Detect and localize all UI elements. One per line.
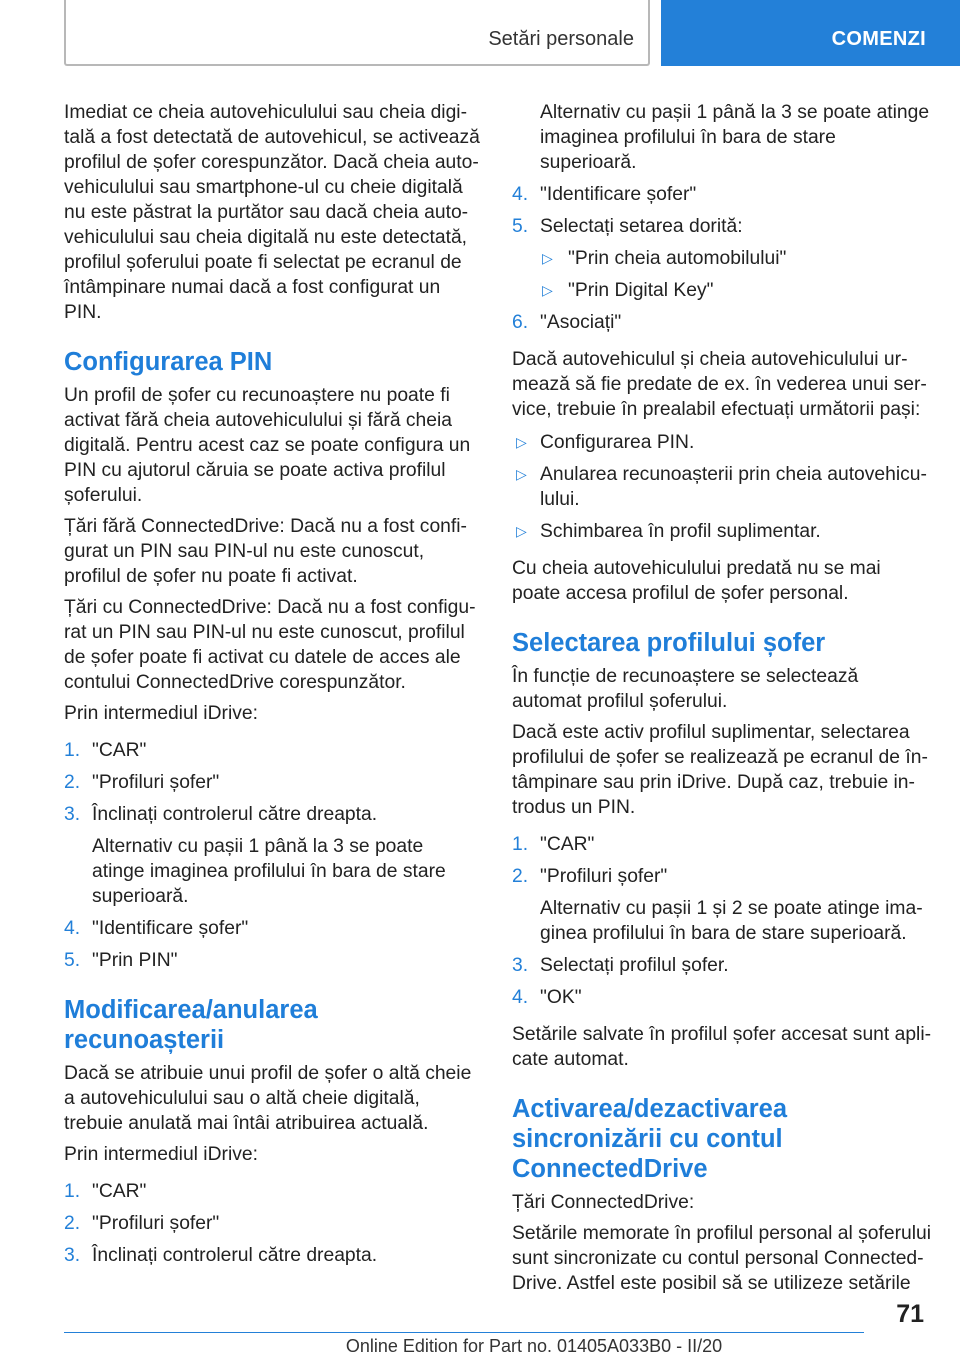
sub-list-item (540, 246, 932, 271)
step-text: "CAR" (92, 1181, 147, 1202)
paragraph: Setările memorate în profilul personal al șoferului sunt sincronizate cu contul personal ConnectedDrive. Astfel este posibil să se utilizeze setările (512, 1223, 932, 1294)
list-item (512, 832, 932, 857)
intro-paragraph: Imediat ce cheia autovehiculului sau cheia digitală a fost detectată de autovehicul, se activează profilul de șofer corespunzător. Dacă cheia autovehiculului sau smartphone-ul cu cheie digitală nu este păstrat la purtător sau dacă cheia autovehiculului sau cheia digitală nu este detectată, profilul șoferului poate fi selectat pe ecranul de întâmpinare numai dacă a fost configurat un PIN. (64, 102, 480, 323)
step-text: Înclinați controlerul către dreapta. (92, 1245, 378, 1266)
list-item (512, 985, 932, 1010)
paragraph: Dacă se atribuie unui profil de șofer o altă cheie a autovehiculului sau o altă cheie digitală, trebuie anulată mai întâi atribuirea actuală. (64, 1063, 472, 1134)
paragraph: Setările salvate în profilul șofer accesat sunt aplicate automat. (512, 1024, 932, 1070)
list-item (512, 864, 932, 889)
list-item (64, 916, 480, 941)
right-column (512, 100, 932, 1308)
step-number: 3. (64, 804, 81, 825)
paragraph: Un profil de șofer cu recunoaștere nu poate fi activat fără cheia autovehiculului și fără cheia digitală. Pentru acest caz se poate configura un PIN cu ajutorul căruia se poate activa profilul șoferului. (64, 385, 471, 506)
step-text: "Identificare șofer" (540, 184, 697, 205)
step-number: 2. (64, 772, 81, 793)
step-text: "Profiluri șofer" (92, 1213, 220, 1234)
bullet-text: Anularea recunoașterii prin cheia autovehiculului. (540, 464, 927, 510)
step-note: Alternativ cu pașii 1 până la 3 se poate atinge imaginea profilului în bara de stare superioară. (540, 102, 930, 173)
footer-divider (64, 1332, 864, 1333)
mod-steps-continued (512, 100, 932, 335)
sub-item-text: "Prin cheia automobilului" (568, 248, 787, 269)
paragraph: Țări ConnectedDrive: (512, 1192, 695, 1213)
step-number: 1. (512, 834, 529, 855)
bullet-text: Schimbarea în profil suplimentar. (540, 521, 821, 542)
list-item (64, 802, 480, 827)
list-item (512, 953, 932, 978)
sel-steps (512, 832, 932, 1010)
chapter-tab: COMENZI (661, 0, 960, 66)
triangle-bullet-icon: ▷ (542, 282, 553, 298)
sub-item-text: "Prin Digital Key" (568, 280, 714, 301)
step-note: Alternativ cu pașii 1 și 2 se poate atinge imaginea profilului în bara de stare superioară. (540, 898, 923, 944)
list-item (512, 430, 932, 455)
step-number: 4. (512, 184, 529, 205)
step-text: "Profiluri șofer" (92, 772, 220, 793)
step-number: 1. (64, 740, 81, 761)
paragraph: În funcție de recunoaștere se selectează automat profilul șoferului. (512, 666, 859, 712)
footer-edition: Online Edition for Part no. 01405A033B0 - II/20 (345, 1336, 723, 1356)
step-text: "Prin PIN" (92, 950, 178, 971)
triangle-bullet-icon: ▷ (516, 466, 527, 482)
step-number: 3. (64, 1245, 81, 1266)
list-item (64, 1243, 480, 1268)
triangle-bullet-icon: ▷ (516, 434, 527, 450)
step-text: "CAR" (540, 834, 595, 855)
step-number: 6. (512, 312, 529, 333)
heading-modificarea: Modificarea/anularea recunoașterii (64, 996, 318, 1054)
list-item (64, 738, 480, 763)
list-item (64, 770, 480, 795)
page-header (0, 0, 960, 66)
list-item (512, 519, 932, 544)
heading-sincronizare: Activarea/dezactivarea sincronizării cu contul ConnectedDrive (512, 1095, 788, 1183)
paragraph: Prin intermediul iDrive: (64, 1144, 258, 1165)
bullet-text: Configurarea PIN. (540, 432, 695, 453)
step-text: Selectați setarea dorită: (540, 216, 743, 237)
paragraph: Țări cu ConnectedDrive: Dacă nu a fost configurat un PIN sau PIN-ul nu este cunoscut, profilul de șofer poate fi activat cu datele de acces ale contului ConnectedDrive corespunzător. (64, 597, 476, 693)
list-item (512, 182, 932, 207)
list-item (64, 948, 480, 973)
paragraph: Dacă autovehiculul și cheia autovehiculului urmează să fie predate de ex. în vederea unui service, trebuie în prealabil efectuați următorii pași: (512, 349, 927, 420)
sub-list-item (540, 278, 932, 303)
triangle-bullet-icon: ▷ (516, 523, 527, 539)
step-number: 2. (64, 1213, 81, 1234)
step-number: 5. (64, 950, 81, 971)
list-item (512, 214, 932, 239)
step-number: 1. (64, 1181, 81, 1202)
step-number: 5. (512, 216, 529, 237)
pin-steps (64, 738, 480, 973)
heading-configurarea-pin: Configurarea PIN (64, 348, 273, 376)
handover-list (512, 430, 932, 544)
section-title: Setări personale (64, 0, 650, 66)
step-number: 3. (512, 955, 529, 976)
triangle-bullet-icon: ▷ (542, 250, 553, 266)
paragraph: Țări fără ConnectedDrive: Dacă nu a fost configurat un PIN sau PIN-ul nu este cunoscut, profilul de șofer nu poate fi activat. (64, 516, 467, 587)
list-item (512, 462, 932, 512)
list-item (64, 1211, 480, 1236)
mod-steps (64, 1179, 480, 1268)
step-number: 4. (512, 987, 529, 1008)
paragraph: Prin intermediul iDrive: (64, 703, 258, 724)
step-text: "CAR" (92, 740, 147, 761)
paragraph: Cu cheia autovehiculului predată nu se mai poate accesa profilul de șofer personal. (512, 558, 881, 604)
step-note: Alternativ cu pașii 1 până la 3 se poate atinge imaginea profilului în bara de stare superioară. (92, 836, 446, 907)
heading-selectarea-profilului: Selectarea profilului șofer (512, 629, 826, 657)
step-text: Înclinați controlerul către dreapta. (92, 804, 378, 825)
step-text: "Profiluri șofer" (540, 866, 668, 887)
step-number: 2. (512, 866, 529, 887)
list-item (64, 1179, 480, 1204)
page-number: 71 (896, 1300, 924, 1328)
step-text: "Asociați" (540, 312, 622, 333)
list-item (512, 310, 932, 335)
left-column (64, 100, 480, 1280)
paragraph: Dacă este activ profilul suplimentar, selectarea profilului de șofer se realizează pe ecranul de întâmpinare sau prin iDrive. După caz, trebuie introdus un PIN. (512, 722, 928, 818)
step-text: "Identificare șofer" (92, 918, 249, 939)
step-number: 4. (64, 918, 81, 939)
step-text: Selectați profilul șofer. (540, 955, 729, 976)
step-text: "OK" (540, 987, 582, 1008)
